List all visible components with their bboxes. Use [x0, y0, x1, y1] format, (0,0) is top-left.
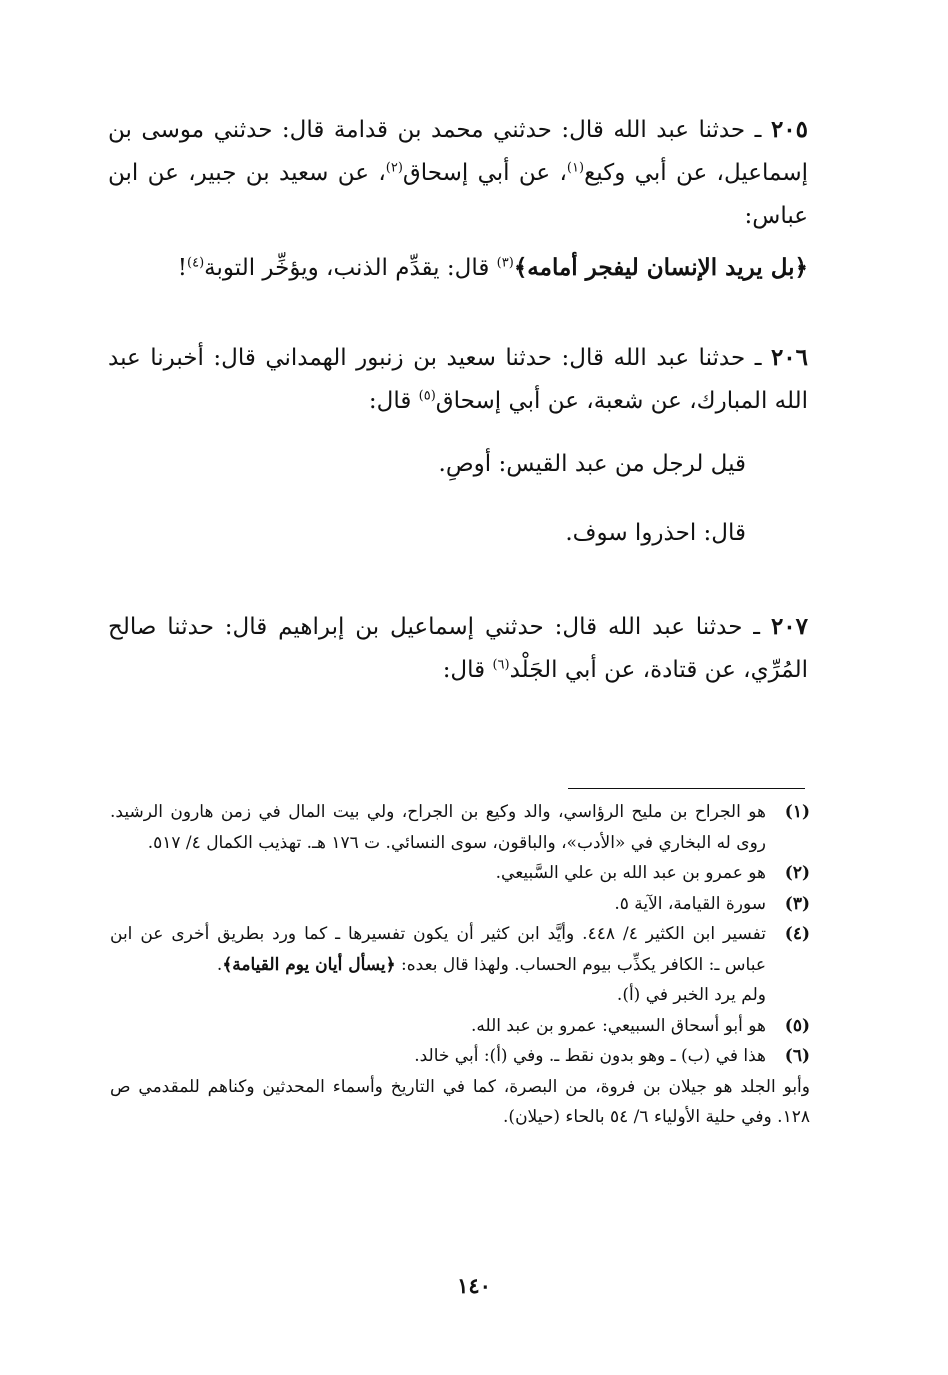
footnote-divider	[568, 788, 805, 789]
footnote-text: ولم يرد الخبر في (أ).	[616, 985, 766, 1005]
main-text	[108, 108, 808, 692]
entry-207	[108, 605, 808, 692]
footnote-ref: (٥)	[418, 388, 436, 404]
quran-verse: ﴿بل يريد الإنسان ليفجر أمامه﴾	[513, 254, 808, 281]
footnote	[110, 1011, 810, 1042]
footnote	[110, 858, 810, 889]
footnote-text	[110, 919, 766, 980]
entry-number: ٢٠٧	[770, 613, 808, 640]
footnote-number: (٤)	[784, 924, 810, 944]
footnotes	[110, 797, 810, 1133]
footnote-text-part: .	[216, 954, 223, 975]
footnote-number: (٣)	[784, 893, 810, 914]
footnote-ref: (٤)	[187, 255, 205, 271]
footnote-text: هو الجراح بن مليح الرؤاسي، والد وكيع بن الجراح، ولي بيت المال في زمن هارون الرشيد. روى له البخاري في «الأدب»، والباقون، سوى النسائي. ت ١٧٦ هـ. تهذيب الكمال ٤/ ٥١٧.	[110, 802, 766, 853]
footnote-number: (١)	[784, 802, 810, 822]
entry-text: !	[177, 255, 188, 281]
footnote-text: هذا في (ب) ـ وهو بدون نقط ـ. وفي (أ): أبي خالد.	[414, 1046, 766, 1066]
entry-text: ، عن سعيد بن جبير، عن ابن عباس:	[108, 160, 808, 229]
quote-line-1: قيل لرجل من عبد القيس: أوصِ.	[438, 451, 746, 477]
footnote-text: هو عمرو بن عبد الله بن علي السَّبيعي.	[495, 863, 766, 883]
entry-206	[108, 336, 808, 423]
footnote	[110, 797, 810, 858]
footnote-text-part: تفسير ابن الكثير ٤/ ٤٤٨. وأيَّد ابن كثير أن يكون تفسيرها ـ كما ورد بطريق أخرى عن ابن عباس ـ: الكافر يكذِّب بيوم الحساب. ولهذا قال بعده:	[110, 924, 766, 975]
footnote-number: (٢)	[784, 863, 810, 883]
entry-number: ٢٠٦	[770, 344, 808, 371]
footnote	[110, 919, 810, 980]
footnote-ref: (٦)	[492, 657, 510, 673]
footnote-text: سورة القيامة، الآية ٥.	[614, 893, 766, 914]
footnote-ref: (١)	[566, 160, 585, 176]
page-number: ١٤٠	[457, 1273, 491, 1298]
footnote-extra: وأبو الجلد هو جيلان بن فروة، من البصرة، كما في التاريخ وأسماء المحدثين وكناهم للمقدمي ص ١٢٨. وفي حلية الأولياء ٦/ ٥٤ بالحاء (حيلان).	[110, 1076, 810, 1127]
entry-number: ٢٠٥	[770, 116, 808, 143]
entry-text: قال: يقدِّم الذنب، ويؤخِّر التوبة	[204, 255, 497, 281]
quran-verse: ﴿يسأل أيان يوم القيامة﴾	[222, 954, 396, 975]
entry-text: ـ حدثنا عبد الله قال: حدثنا سعيد بن زنبور الهمداني قال: أخبرنا عبد الله المبارك، عن شعبة، عن أبي إسحاق	[108, 345, 808, 414]
entry-205-quote	[108, 246, 808, 290]
entry-text: ، عن أبي إسحاق	[402, 160, 567, 186]
footnote-text: هو أبو أسحاق السبيعي: عمرو بن عبد الله.	[470, 1015, 766, 1036]
footnote-number: (٥)	[784, 1015, 810, 1036]
entry-text: قال:	[368, 388, 419, 414]
footnote-ref: (٢)	[385, 160, 403, 176]
footnote	[110, 1041, 810, 1072]
footnote-ref: (٣)	[496, 255, 514, 271]
footnote-continuation	[110, 980, 810, 1011]
entry-text: ـ حدثنا عبد الله قال: حدثني محمد بن قدامة قال: حدثني موسى بن إسماعيل، عن أبي وكيع	[108, 117, 808, 186]
entry-text: ـ حدثنا عبد الله قال: حدثني إسماعيل بن إبراهيم قال: حدثنا صالح المُرِّي، عن قتادة، عن أبي الجَلْد	[108, 614, 808, 683]
entry-205	[108, 108, 808, 238]
footnote-number: (٦)	[784, 1046, 810, 1066]
quote-line-2: قال: احذروا سوف.	[565, 520, 746, 546]
footnote	[110, 889, 810, 920]
entry-text: قال:	[442, 657, 493, 683]
